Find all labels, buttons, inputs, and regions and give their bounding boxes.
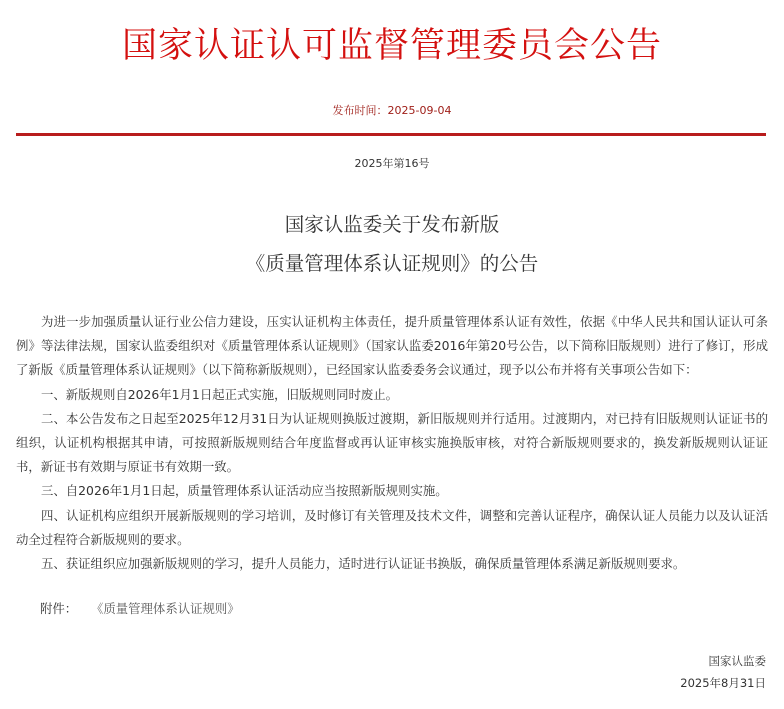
document-body — [16, 310, 768, 576]
publish-date-value: 2025-09-04 — [387, 104, 452, 117]
publish-date-label: 发布时间： — [332, 104, 388, 117]
attachment-link[interactable]: 《质量管理体系认证规则》 — [97, 601, 240, 616]
body-paragraph-intro: 为进一步加强质量认证行业公信力建设，压实认证机构主体责任，提升质量管理体系认证有效性，依据《中华人民共和国认证认可条例》等法律法规，国家认监委组织对《质量管理体系认证规则》（国家认监委2016年第20号公告，以下简称旧版规则）进行了修订，形成了新版《质量管理体系认证规则》（以下简称新版规则），已经国家认监委委务会议通过，现予以公布并将有关事项公告如下： — [16, 314, 768, 378]
signature-organization: 国家认监委 — [708, 654, 766, 668]
body-paragraph-item-1: 一、新版规则自2026年1月1日起正式实施，旧版规则同时废止。 — [41, 386, 399, 402]
document-number: 2025年第16号 — [354, 157, 430, 170]
document-title-line-2: 《质量管理体系认证规则》的公告 — [245, 252, 539, 275]
body-paragraph-item-4: 四、认证机构应组织开展新版规则的学习培训，及时修订有关管理及技术文件，调整和完善认证程序，确保认证人员能力以及认证活动全过程符合新版规则的要求。 — [16, 507, 768, 547]
signature-date: 2025年8月31日 — [680, 676, 766, 690]
body-paragraph-item-2: 二、本公告发布之日起至2025年12月31日为认证规则换版过渡期，新旧版规则并行适用。过渡期内，对已持有旧版规则认证证书的组织，认证机构根据其申请，可按照新版规则结合年度监督或再认证审核实施换版审核，对符合新版规则要求的，换发新版规则认证证书，新证书有效期与原证书有效期一致。 — [16, 410, 768, 475]
attachment-row — [40, 599, 240, 619]
body-paragraph-item-5: 五、获证组织应加强新版规则的学习，提升人员能力，适时进行认证证书换版，确保质量管理体系满足新版规则要求。 — [41, 556, 686, 572]
document-title — [0, 205, 784, 283]
signature-block — [680, 650, 766, 694]
attachment-label: 附件： — [40, 601, 78, 616]
body-paragraph-item-3: 三、自2026年1月1日起，质量管理体系认证活动应当按照新版规则实施。 — [41, 483, 448, 499]
red-divider — [16, 133, 766, 136]
masthead-title: 国家认证认可监督管理委员会公告 — [121, 26, 662, 66]
publish-date — [0, 103, 784, 119]
document-title-line-1: 国家认监委关于发布新版 — [284, 213, 500, 236]
